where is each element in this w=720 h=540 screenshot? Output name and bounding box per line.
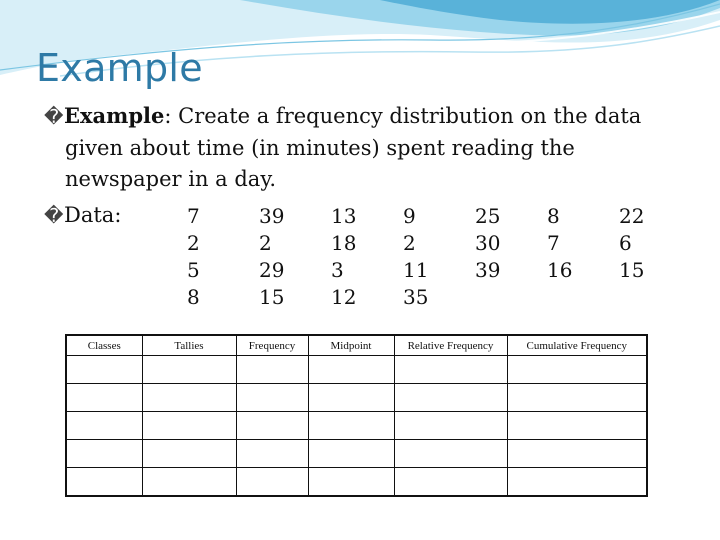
slide-title: Example [36,46,203,90]
example-bullet [44,100,674,195]
data-value: 8 [547,204,560,228]
table-cell [394,412,507,440]
data-value: 22 [619,204,645,228]
table-cell [142,356,236,384]
data-column-2 [259,203,284,311]
bullet-glyph-icon: � [44,106,64,128]
data-value: 25 [475,204,501,228]
table-row [66,468,647,497]
table-cell [66,356,142,384]
data-column-5 [475,203,500,284]
data-value: 2 [187,231,200,255]
table-cell [142,440,236,468]
header-classes: Classes [66,335,142,356]
data-value: 16 [547,258,573,282]
example-text-line3: newspaper in a day. [65,167,277,191]
table-cell [236,384,308,412]
data-value: 39 [259,204,285,228]
data-value: 18 [331,231,357,255]
frequency-table [65,334,648,497]
data-value: 8 [187,285,200,309]
data-value: 7 [547,231,560,255]
data-column-3 [331,203,356,311]
table-cell [236,356,308,384]
header-cumulative-frequency: Cumulative Frequency [507,335,647,356]
example-label: Example [64,103,165,128]
bullet-glyph-icon: � [44,205,64,227]
table-cell [236,468,308,497]
data-value: 11 [403,258,429,282]
example-text-line1: : Create a frequency distribution on the data [164,104,642,128]
table-row [66,384,647,412]
table-cell [308,384,394,412]
data-value: 5 [187,258,200,282]
table-row [66,412,647,440]
table-cell [66,440,142,468]
table-cell [142,412,236,440]
data-column-7 [619,203,644,284]
table-cell [394,384,507,412]
data-value: 3 [331,258,344,282]
table-cell [66,468,142,497]
data-value: 30 [475,231,501,255]
table-cell [142,468,236,497]
table-cell [308,412,394,440]
table-cell [66,384,142,412]
table-cell [507,384,647,412]
table-cell [394,468,507,497]
header-relative-frequency: Relative Frequency [394,335,507,356]
table-cell [66,412,142,440]
data-value: 2 [403,231,416,255]
table-cell [507,356,647,384]
data-value: 12 [331,285,357,309]
data-value: 13 [331,204,357,228]
data-value: 39 [475,258,501,282]
table-cell [394,440,507,468]
data-value: 7 [187,204,200,228]
table-cell [308,356,394,384]
table-row [66,356,647,384]
data-column-4 [403,203,428,311]
table-cell [394,356,507,384]
data-value: 35 [403,285,429,309]
example-text-line2: given about time (in minutes) spent reading the [65,136,575,160]
table-cell [142,384,236,412]
table-row [66,440,647,468]
data-value: 9 [403,204,416,228]
data-value: 15 [259,285,285,309]
data-bullet [44,203,121,227]
table-cell [507,440,647,468]
table-cell [236,412,308,440]
table-cell [308,440,394,468]
table-cell [507,412,647,440]
header-tallies: Tallies [142,335,236,356]
table-cell [507,468,647,497]
table-header-row [66,335,647,356]
header-midpoint: Midpoint [308,335,394,356]
header-frequency: Frequency [236,335,308,356]
table-cell [236,440,308,468]
data-value: 6 [619,231,632,255]
table-cell [308,468,394,497]
data-value: 15 [619,258,645,282]
data-label: Data: [64,203,122,227]
data-column-6 [547,203,572,284]
data-column-1 [187,203,200,311]
data-value: 2 [259,231,272,255]
data-value: 29 [259,258,285,282]
